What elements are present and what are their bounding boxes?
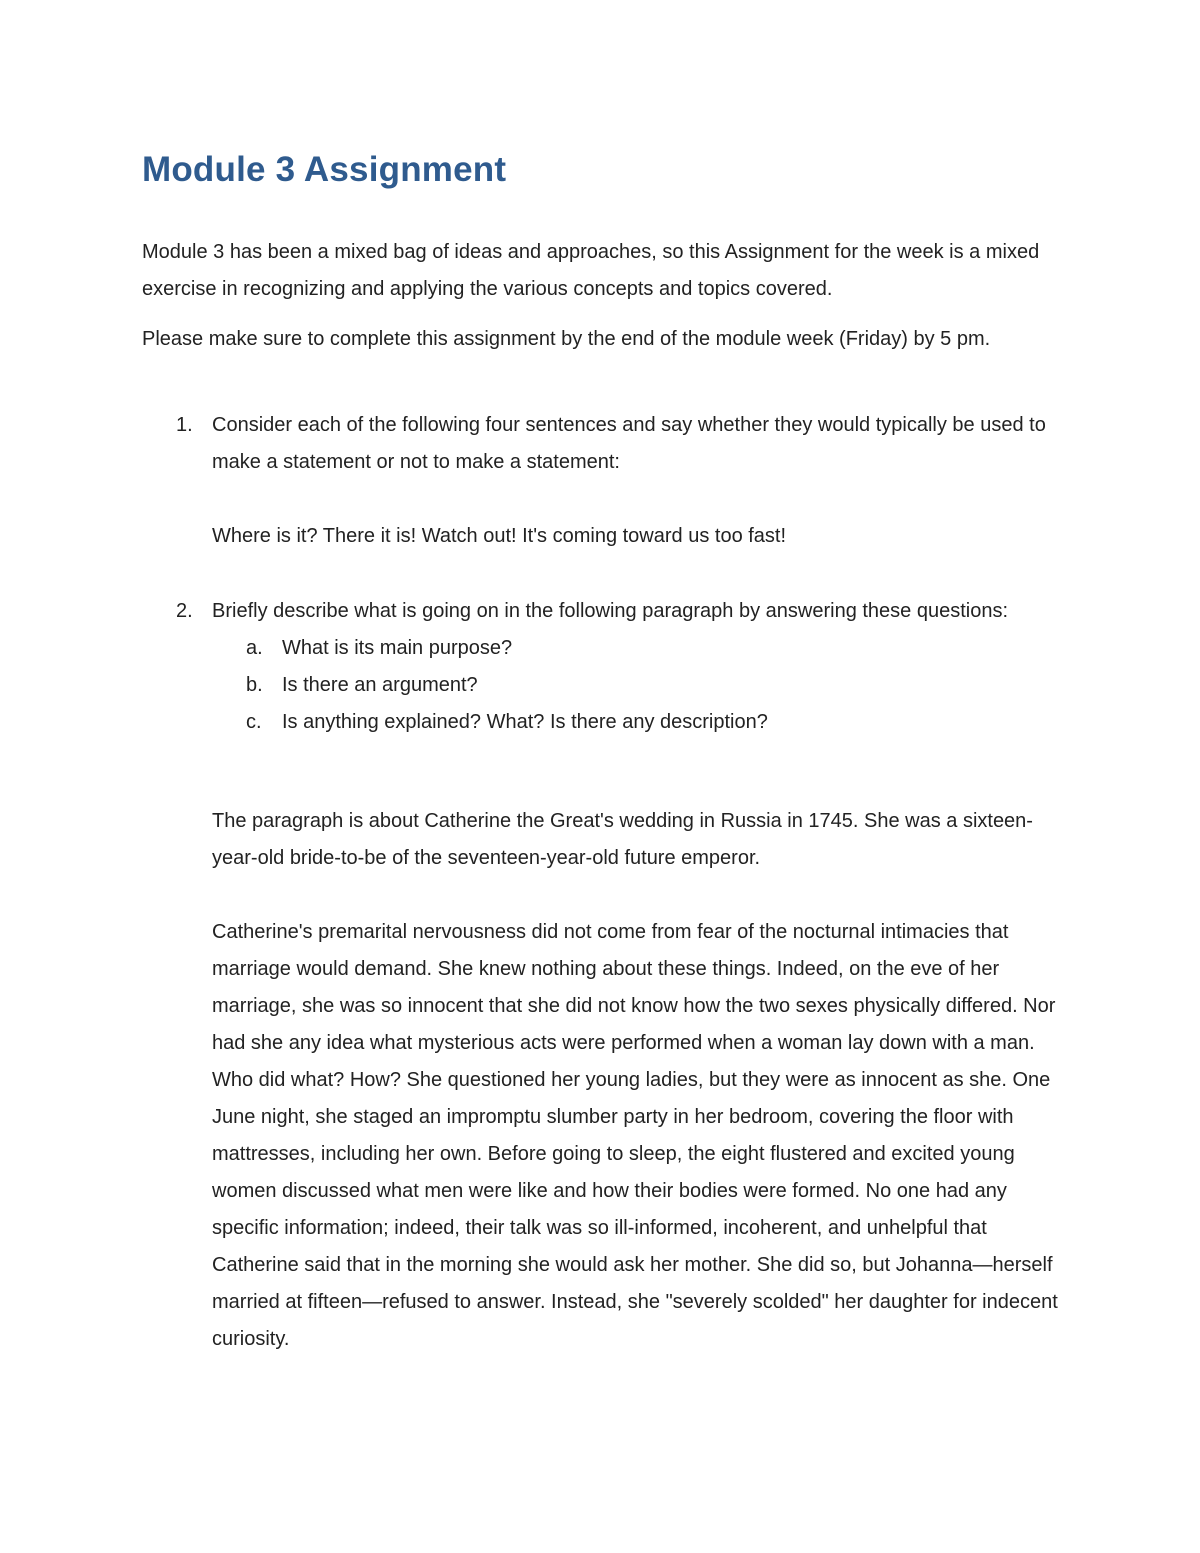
deadline-paragraph: Please make sure to complete this assignment by the end of the module week (Friday) by 5 pm. [142,328,991,350]
example-sentences: Where is it? There it is! Watch out! It's coming toward us too fast! [212,525,787,547]
page-title: Module 3 Assignment [142,150,507,189]
question-item-1 [142,407,1067,555]
subquestion-text: Is anything explained? What? Is there any description? [282,711,768,733]
question-prompt: Briefly describe what is going on in the following paragraph by answering these questions: [212,600,1009,622]
passage-text: Catherine's premarital nervousness did not come from fear of the nocturnal intimacies that marriage would demand. She knew nothing about these things. Indeed, on the eve of her marriage, she was so innocent that she did not know how the two sexes physically differed. Nor had she any idea what mysterious acts were performed when a woman lay down with a man. Who did what? How? She questioned her young ladies, but they were as innocent as she. One June night, she staged an impromptu slumber party in her bedroom, covering the floor with mattresses, including her own. Before going to sleep, the eight flustered and excited young women discussed what men were like and how their bodies were formed. No one had any specific information; indeed, their talk was so ill-informed, incoherent, and unhelpful that Catherine said that in the morning she would ask her mother. She did so, but Johanna—herself married at fifteen—refused to answer. Instead, she "severely scolded" her daughter for indecent curiosity. [212,921,1058,1350]
subquestion-letter: b. [246,674,263,696]
subquestion-list [212,630,1067,741]
question-number: 1. [176,414,193,436]
subquestion-letter: a. [246,637,263,659]
subquestion-item [212,667,1067,704]
question-item-2 [142,593,1067,1358]
subquestion-text: What is its main purpose? [282,637,513,659]
question-prompt: Consider each of the following four sentences and say whether they would typically be used to make a statement or not to make a statement: [212,414,1046,473]
document-page [142,140,1067,1374]
subquestion-item [212,630,1067,667]
question-number: 2. [176,600,193,622]
subquestion-item [212,704,1067,741]
passage-context: The paragraph is about Catherine the Great's wedding in Russia in 1745. She was a sixteen-year-old bride-to-be of the seventeen-year-old future emperor. [212,810,1033,869]
subquestion-letter: c. [246,711,262,733]
subquestion-text: Is there an argument? [282,674,478,696]
intro-paragraph: Module 3 has been a mixed bag of ideas and approaches, so this Assignment for the week is a mixed exercise in recognizing and applying the various concepts and topics covered. [142,241,1040,300]
question-list [142,407,1067,1358]
